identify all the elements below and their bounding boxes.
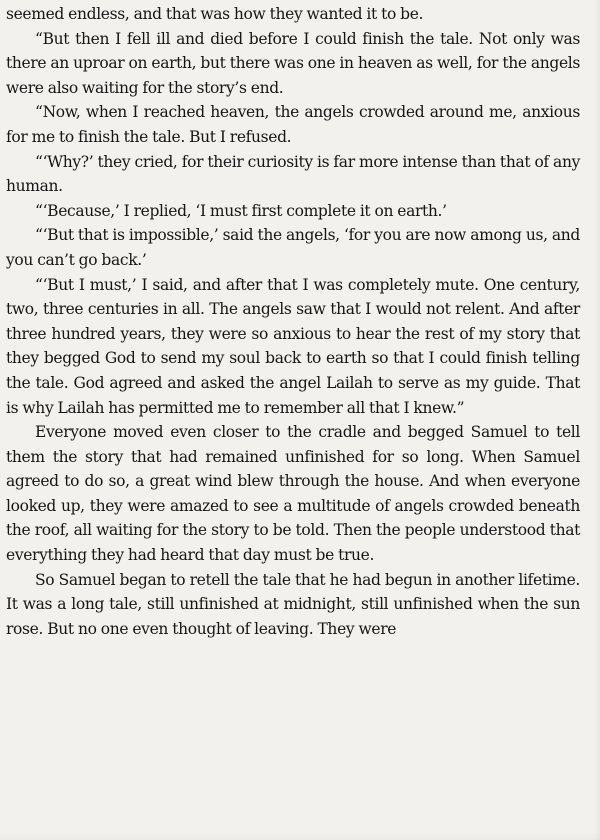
text-column (6, 0, 580, 641)
paragraph-continuation: seemed endless, and that was how they wanted it to be. (6, 5, 424, 23)
paragraph-cradle: Everyone moved even closer to the cradle and begged Samuel to tell them the story that had remained unfinished for so long. When Samuel agreed to do so, a great wind blew through the house. And when everyone looked up, they were amazed to see a multitude of angels crowded beneath the roof, all waiting for the story to be told. Then the people understood that everything they had heard that day must be true. (6, 423, 580, 565)
paragraph-impossible: “‘But that is impossible,’ said the angels, ‘for you are now among us, and you can’t go back.’ (6, 226, 580, 269)
paragraph-heaven: “Now, when I reached heaven, the angels crowded around me, anxious for me to finish the tale. But I refused. (6, 103, 580, 146)
paragraph-why: “‘Why?’ they cried, for their curiosity is far more intense than that of any human. (6, 152, 580, 196)
paragraph-but-i-must: “‘But I must,’ I said, and after that I was completely mute. One century, two, three centuries in all. The angels saw that I would not relent. And after three hundred years, they were so anxious to hear the rest of my story that they begged God to send my soul back to earth so that I could finish telling the tale. God agreed and asked the angel Lailah to serve as my guide. That is why Lailah has permitted me to remember all that I knew.” (6, 275, 580, 417)
scan-shadow-bottom (0, 832, 600, 840)
paragraph-illness: “But then I fell ill and died before I could finish the tale. Not only was there an uproar on earth, but there was one in heaven as well, for the angels were also waiting for the story’s end. (6, 29, 580, 97)
paragraph-retell: So Samuel began to retell the tale that he had begun in another lifetime. It was a long tale, still unfinished at midnight, still unfinished when the sun rose. But no one even thought of leaving. They were (6, 570, 580, 638)
paragraph-because: “‘Because,’ I replied, ‘I must first complete it on earth.’ (35, 201, 447, 220)
scan-shadow-right (594, 0, 600, 840)
